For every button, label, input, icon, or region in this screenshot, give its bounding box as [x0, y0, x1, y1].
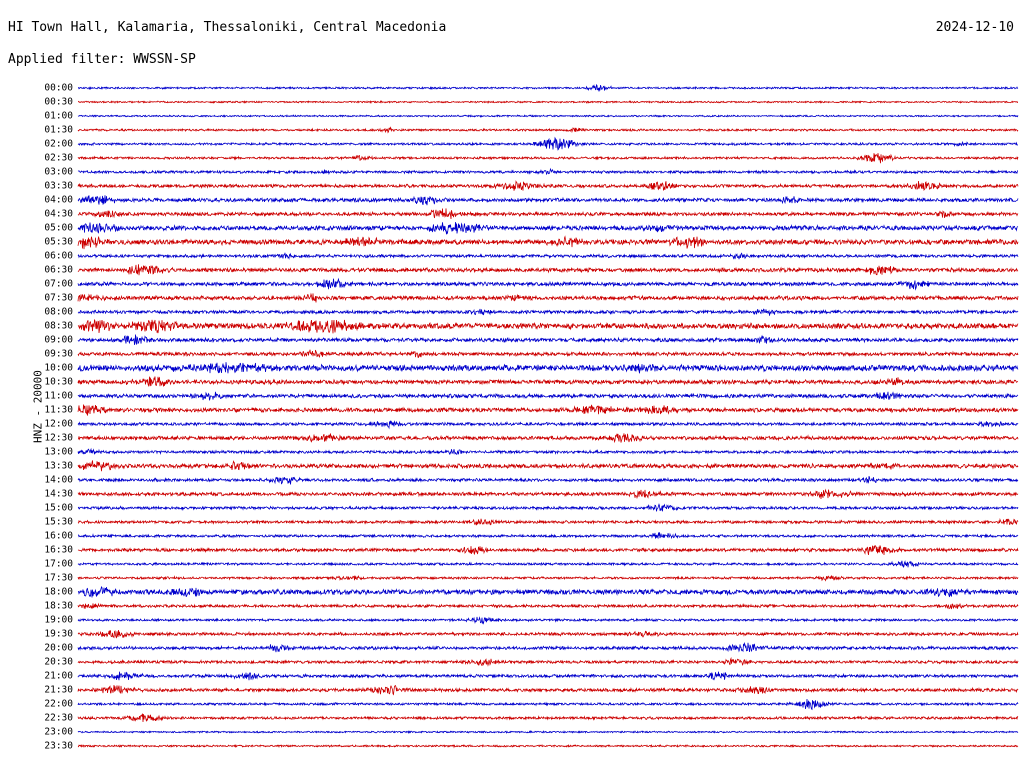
time-axis-label: 00:30 — [44, 96, 73, 108]
seismic-trace — [78, 745, 1018, 747]
page-title: HI Town Hall, Kalamaria, Thessaloniki, Central Macedonia — [8, 20, 447, 35]
time-axis-label: 21:30 — [44, 684, 73, 696]
time-axis-label: 11:30 — [44, 404, 73, 416]
time-axis-label: 06:00 — [44, 250, 73, 262]
time-axis-label: 08:00 — [44, 306, 73, 318]
time-axis-label: 19:30 — [44, 628, 73, 640]
time-axis-label: 02:00 — [44, 138, 73, 150]
time-axis-label: 09:00 — [44, 334, 73, 346]
time-axis-label: 19:00 — [44, 614, 73, 626]
time-axis-label: 13:00 — [44, 446, 73, 458]
time-axis-label: 08:30 — [44, 320, 73, 332]
time-axis-label: 23:30 — [44, 740, 73, 752]
time-axis-label: 12:00 — [44, 418, 73, 430]
time-axis-label: 15:30 — [44, 516, 73, 528]
time-axis-label: 14:00 — [44, 474, 73, 486]
date-label: 2024-12-10 — [935, 20, 1014, 35]
time-axis-label: 15:00 — [44, 502, 73, 514]
time-axis-label: 07:30 — [44, 292, 73, 304]
time-axis-label: 22:30 — [44, 712, 73, 724]
time-axis-label: 18:00 — [44, 586, 73, 598]
time-axis-label: 06:30 — [44, 264, 73, 276]
time-axis-label: 21:00 — [44, 670, 73, 682]
time-axis-label: 04:00 — [44, 194, 73, 206]
time-axis-label: 04:30 — [44, 208, 73, 220]
time-axis-label: 16:30 — [44, 544, 73, 556]
time-axis-label: 11:00 — [44, 390, 73, 402]
time-axis-label: 23:00 — [44, 726, 73, 738]
time-axis-label: 22:00 — [44, 698, 73, 710]
time-axis-label: 09:30 — [44, 348, 73, 360]
time-axis-label: 17:00 — [44, 558, 73, 570]
time-axis-label: 05:00 — [44, 222, 73, 234]
time-axis-label: 03:30 — [44, 180, 73, 192]
filter-label: Applied filter: WWSSN-SP — [8, 52, 196, 67]
time-axis-label: 16:00 — [44, 530, 73, 542]
time-axis-label: 01:00 — [44, 110, 73, 122]
time-axis-label: 20:30 — [44, 656, 73, 668]
time-axis-label: 07:00 — [44, 278, 73, 290]
time-axis-label: 18:30 — [44, 600, 73, 612]
time-axis-label: 05:30 — [44, 236, 73, 248]
helicorder-plot — [44, 82, 1018, 768]
time-axis-label: 00:00 — [44, 82, 73, 94]
time-axis-label: 20:00 — [44, 642, 73, 654]
time-axis-label: 17:30 — [44, 572, 73, 584]
time-axis-label: 13:30 — [44, 460, 73, 472]
time-axis-label: 10:00 — [44, 362, 73, 374]
time-axis-label: 12:30 — [44, 432, 73, 444]
time-axis-label: 10:30 — [44, 376, 73, 388]
time-axis-label: 01:30 — [44, 124, 73, 136]
time-axis-label: 02:30 — [44, 152, 73, 164]
y-axis-label: HNZ - 20000 — [31, 370, 45, 443]
time-axis-label: 03:00 — [44, 166, 73, 178]
time-axis-label: 14:30 — [44, 488, 73, 500]
